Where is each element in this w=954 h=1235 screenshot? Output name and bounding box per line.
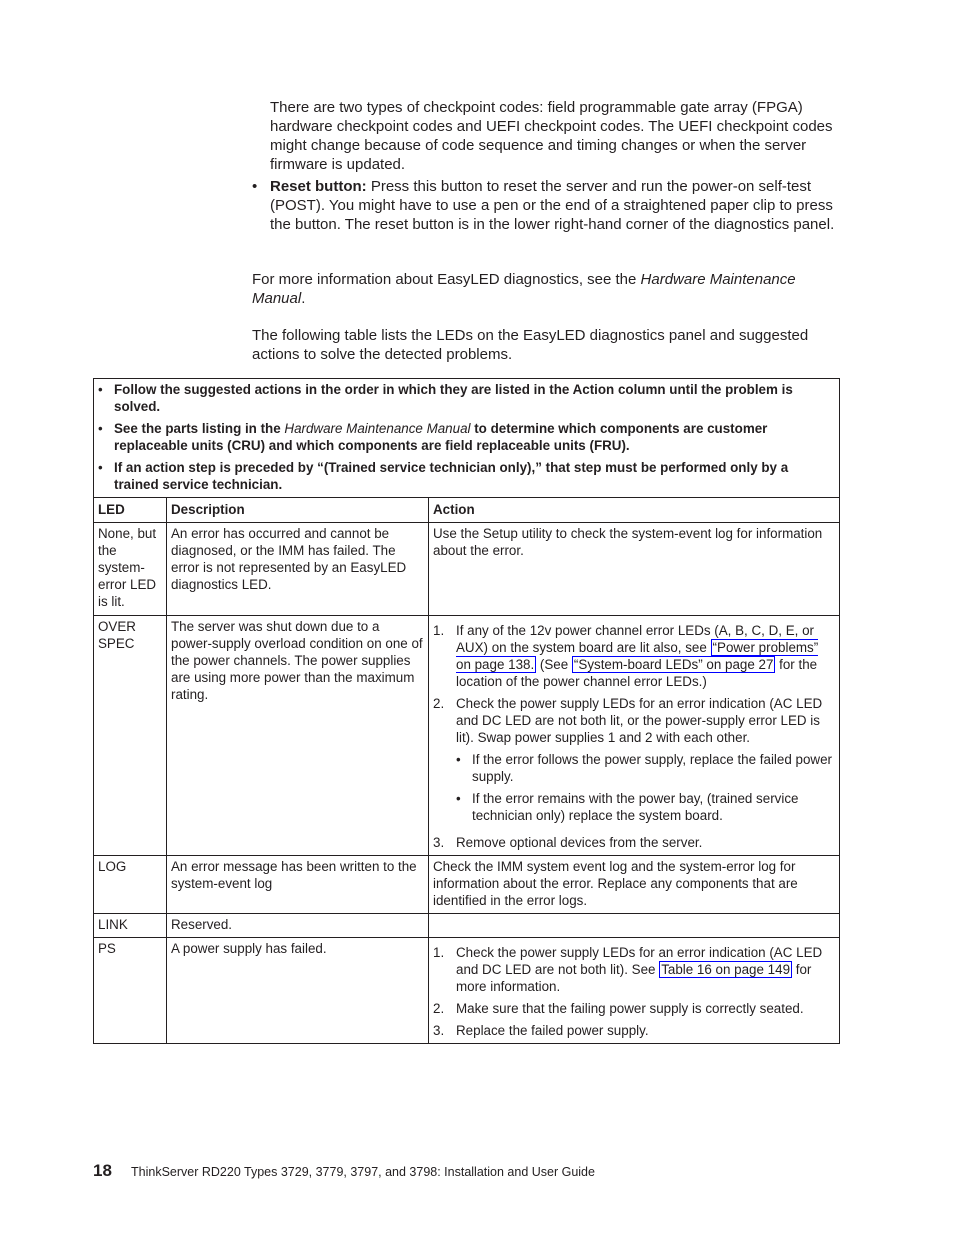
step-number: 1. [433,945,445,960]
reset-button-bullet [252,177,842,234]
action-cell [429,616,840,856]
action-step-2 [433,695,835,829]
note-bullet: • [98,460,103,475]
page-number: 18 [93,1161,112,1180]
step-text [456,944,835,995]
note-3 [98,459,835,493]
step-number: 2. [433,1001,445,1016]
header-led: LED [94,498,167,523]
step-number: 3. [433,1023,445,1038]
sub-item [456,751,835,785]
manual-title: Hardware Maintenance Manual [252,271,796,307]
sub-bullet: • [456,752,461,767]
description-cell: The server was shut down due to a power-supply overload condition on one of the power channels. The power supplies are using more power than the maximum rating. [167,616,429,856]
sub-item-text: If the error follows the power supply, replace the failed power supply. [472,752,832,784]
action-steps [433,944,835,1039]
led-cell: LOG [94,856,167,914]
sub-item [456,790,835,824]
led-cell: PS [94,938,167,1044]
system-board-leds-link[interactable]: “System-board LEDs” on page 27 [573,657,774,672]
note-3-text: If an action step is preceded by “(Trained service technician only),” that step must be performed only by a trained service technician. [114,460,789,492]
action-cell: Check the IMM system event log and the system-error log for information about the error. Replace any components that are identified in the error logs. [429,856,840,914]
sub-item-text: If the error remains with the power bay, (trained service technician only) replace the system board. [472,791,799,823]
reset-button-text [270,177,842,234]
bullet-marker: • [252,178,258,195]
table-header-row [94,498,840,523]
step-text: Replace the failed power supply. [456,1023,649,1038]
table-row-overspec [94,616,840,856]
note-2-manual-title: Hardware Maintenance Manual [284,421,471,436]
step-text [456,695,835,829]
table-row-ps [94,938,840,1044]
table-notes [94,379,840,498]
table-notes-row [94,379,840,498]
step-1-after: for the location of the power channel error LEDs.) [456,657,818,689]
step-1-before: If any of the 12v power channel error LEDs (A, B, C, D, E, or AUX) on the system board are lit also, see [456,623,814,655]
action-cell: Use the Setup utility to check the system-event log for information about the error. [429,523,840,616]
header-description: Description [167,498,429,523]
description-cell: Reserved. [167,914,429,938]
table-row-log [94,856,840,914]
step-text: Make sure that the failing power supply is correctly seated. [456,1001,804,1016]
note-2 [98,420,835,454]
reset-button-label: Reset button: [270,178,367,195]
step-text [456,622,835,690]
step-1-before: Check the power supply LEDs for an error indication (AC LED and DC LED are not both lit). See [456,945,823,977]
reset-button-description: Press this button to reset the server and run the power-on self-test (POST). You might have to use a pen or the end of a straightened paper clip to press the button. The reset button is in the lower right-hand corner of the diagnostics panel. [270,178,835,233]
table-intro-paragraph: The following table lists the LEDs on the EasyLED diagnostics panel and suggested actions to solve the detected problems. [252,327,809,363]
step-text: Remove optional devices from the server. [456,835,703,850]
note-2-text [114,420,835,454]
step-2-text: Check the power supply LEDs for an error indication (AC LED and DC LED are not both lit, or the power-supply error LED is lit). Swap power supplies 1 and 2 with each other. [456,696,823,745]
easyled-table [93,378,840,1044]
action-steps [433,622,835,851]
description-cell: An error message has been written to the system-event log [167,856,429,914]
table-16-link[interactable]: Table 16 on page 149 [661,962,791,977]
note-2-after: to determine which components are customer replaceable units (CRU) and which components are field replaceable units (FRU). [114,421,768,453]
action-step-3 [433,1022,835,1039]
action-step-2 [433,1000,835,1017]
description-cell: A power supply has failed. [167,938,429,1044]
note-bullet: • [98,421,103,436]
note-2-before: See the parts listing in the [114,421,285,436]
note-bullet: • [98,382,103,397]
table-row-none [94,523,840,616]
more-info-paragraph [252,270,842,308]
header-action: Action [429,498,840,523]
intro-paragraph: There are two types of checkpoint codes: field programmable gate array (FPGA) hardware checkpoint codes and UEFI checkpoint codes. The UEFI checkpoint codes might change because of code sequence and timing changes or when the server firmware is updated. [270,99,833,173]
table-row-link [94,914,840,938]
step-1-mid: (See [536,657,572,672]
footer-title: ThinkServer RD220 Types 3729, 3779, 3797, and 3798: Installation and User Guide [131,1165,595,1179]
note-1-text: Follow the suggested actions in the order in which they are listed in the Action column until the problem is solved. [114,382,793,414]
step-number: 3. [433,835,445,850]
action-step-1 [433,622,835,690]
action-cell [429,938,840,1044]
action-step-1 [433,944,835,995]
led-cell: None, but the system-error LED is lit. [94,523,167,616]
sub-bullet: • [456,791,461,806]
note-1 [98,381,835,415]
step-2-subitems [456,751,835,824]
step-number: 1. [433,623,445,638]
led-cell: OVER SPEC [94,616,167,856]
power-problems-link[interactable]: “Power problems” on page 138. [456,640,819,672]
more-info-end: . [301,290,306,307]
step-number: 2. [433,696,445,711]
step-1-after: for more information. [456,962,812,994]
led-cell: LINK [94,914,167,938]
action-step-3 [433,834,835,851]
description-cell: An error has occurred and cannot be diagnosed, or the IMM has failed. The error is not represented by an EasyLED diagnostics LED. [167,523,429,616]
action-cell [429,914,840,938]
more-info-text: For more information about EasyLED diagnostics, see the [252,271,641,288]
